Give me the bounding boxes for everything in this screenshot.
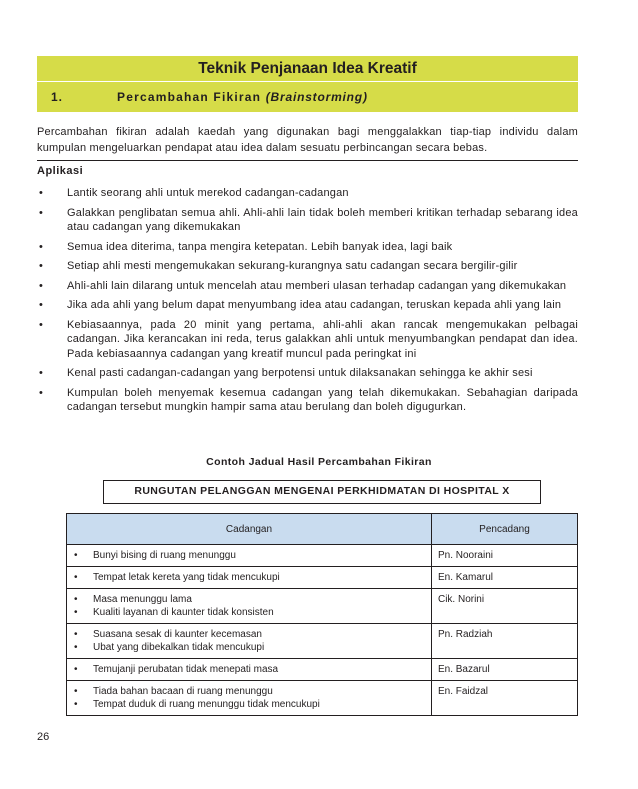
cell-item: • Tempat letak kereta yang tidak mencukupi xyxy=(74,572,280,583)
bullet-item: • Semua idea diterima, tanpa mengira ketepatan. Lebih banyak idea, lagi baik xyxy=(39,240,453,253)
table-row xyxy=(67,659,578,681)
bullet-item: • Galakkan penglibatan semua ahli. Ahli-ahli lain tidak boleh memberi kritikan terhadap sebarang idea atau cadangan yang dikemukakan xyxy=(39,206,578,233)
cadangan-cell xyxy=(67,589,432,624)
section-title-english: (Brainstorming) xyxy=(265,90,368,104)
cell-item: • Kualiti layanan di kaunter tidak konsisten xyxy=(74,607,274,618)
table-row xyxy=(67,567,578,589)
header-pencadang: Pencadang xyxy=(431,514,577,545)
bullet-list xyxy=(37,186,578,420)
pencadang-cell: En. Faidzal xyxy=(431,681,577,716)
bullet-item: • Lantik seorang ahli untuk merekod cadangan-cadangan xyxy=(39,187,349,199)
suggestions-table xyxy=(66,513,578,716)
table-row xyxy=(67,681,578,716)
header-cadangan: Cadangan xyxy=(67,514,432,545)
page-title: Teknik Penjanaan Idea Kreatif xyxy=(37,56,578,82)
intro-paragraph: Percambahan fikiran adalah kaedah yang digunakan bagi menggalakkan tiap-tiap individu dalam kumpulan mengeluarkan pendapat atau idea dalam sesuatu perbincangan secara bebas. xyxy=(37,126,578,154)
cell-item: • Tiada bahan bacaan di ruang menunggu xyxy=(74,686,273,697)
table-title: Contoh Jadual Hasil Percambahan Fikiran xyxy=(206,456,432,468)
bullet-item: • Jika ada ahli yang belum dapat menyumbang idea atau cadangan, teruskan kepada ahli yang lain xyxy=(39,299,562,311)
bullet-item: • Ahli-ahli lain dilarang untuk mencelah atau memberi ulasan terhadap cadangan yang dikemukakan xyxy=(39,279,567,292)
bullet-item: • Kebiasaannya, pada 20 minit yang pertama, ahli-ahli akan rancak mengemukakan pelbagai cadangan. Jika kerancakan ini reda, terus galakkan ahli untuk menyumbangkan pendapat dan idea. Pada kebiasaannya cadangan yang kreatif muncul pada peringkat ini xyxy=(39,318,578,360)
section-title: Percambahan Fikiran (Brainstorming) xyxy=(117,90,368,104)
table-row xyxy=(67,589,578,624)
section-number: 1. xyxy=(51,90,64,104)
pencadang-cell: Cik. Norini xyxy=(431,589,577,624)
cell-item: • Masa menunggu lama xyxy=(74,594,192,605)
cell-item: • Bunyi bising di ruang menunggu xyxy=(74,550,236,561)
cadangan-cell xyxy=(67,545,432,567)
table-subtitle: RUNGUTAN PELANGGAN MENGENAI PERKHIDMATAN DI HOSPITAL X xyxy=(103,480,541,504)
divider xyxy=(37,160,578,161)
bullet-item: • Setiap ahli mesti mengemukakan sekurang-kurangnya satu cadangan secara bergilir-gilir xyxy=(39,260,518,272)
cadangan-cell xyxy=(67,624,432,659)
page-number: 26 xyxy=(37,731,50,743)
cell-item: • Ubat yang dibekalkan tidak mencukupi xyxy=(74,642,265,653)
section-heading xyxy=(37,82,578,112)
pencadang-cell: Pn. Nooraini xyxy=(431,545,577,567)
table-row xyxy=(67,545,578,567)
cell-item: • Tempat duduk di ruang menunggu tidak mencukupi xyxy=(74,699,320,710)
table-row xyxy=(67,624,578,659)
pencadang-cell: Pn. Radziah xyxy=(431,624,577,659)
cadangan-cell xyxy=(67,681,432,716)
cadangan-cell xyxy=(67,567,432,589)
cell-item: • Suasana sesak di kaunter kecemasan xyxy=(74,629,262,640)
bullet-item: • Kumpulan boleh menyemak kesemua cadangan yang telah dikemukakan. Sebahagian daripada cadangan tersebut mungkin hampir sama atau berulang dan boleh digugurkan. xyxy=(39,386,578,413)
aplikasi-heading: Aplikasi xyxy=(37,165,84,177)
pencadang-cell: En. Bazarul xyxy=(431,659,577,681)
cadangan-cell xyxy=(67,659,432,681)
bullet-item: • Kenal pasti cadangan-cadangan yang berpotensi untuk dilaksanakan sehingga ke akhir sesi xyxy=(39,367,533,379)
table-header-row xyxy=(67,514,578,545)
cell-item: • Temujanji perubatan tidak menepati masa xyxy=(74,664,279,675)
pencadang-cell: En. Kamarul xyxy=(431,567,577,589)
